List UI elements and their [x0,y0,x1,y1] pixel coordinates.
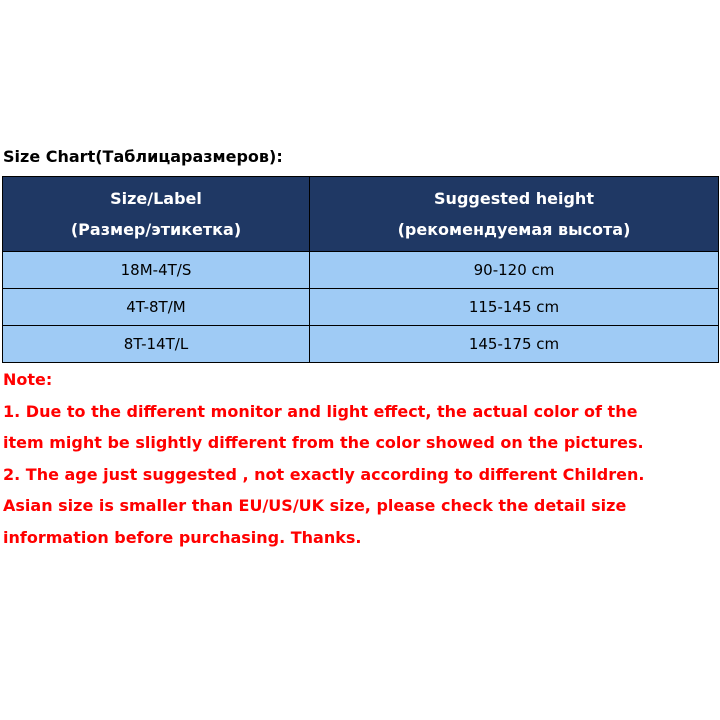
header-size-label [3,177,310,252]
table-row [3,326,719,363]
header-suggested-height-en: Suggested height [434,189,594,208]
size-cell: 18M-4T/S [3,252,310,289]
note-line: information before purchasing. Thanks. [3,527,362,547]
header-suggested-height [310,177,719,252]
note-line: 1. Due to the different monitor and light effect, the actual color of the [3,401,638,421]
size-chart-table [2,176,719,363]
note-line: 2. The age just suggested , not exactly according to different Children. [3,464,645,484]
height-cell: 115-145 cm [310,289,719,326]
size-cell: 8T-14T/L [3,326,310,363]
header-size-label-ru: (Размер/этикетка) [70,220,242,239]
notes-section [3,364,717,553]
table-header-row [3,177,719,252]
height-cell: 145-175 cm [310,326,719,363]
size-cell: 4T-8T/M [3,289,310,326]
notes-heading: Note: [3,370,53,389]
height-cell: 90-120 cm [310,252,719,289]
page-title: Size Chart(Таблицаразмеров): [3,147,283,166]
table-row [3,252,719,289]
header-suggested-height-ru: (рекомендуемая высота) [397,220,631,239]
table-row [3,289,719,326]
header-size-label-en: Size/Label [110,189,202,208]
note-line: Asian size is smaller than EU/US/UK size, please check the detail size [3,496,627,515]
note-line: item might be slightly different from the color showed on the pictures. [3,433,644,452]
